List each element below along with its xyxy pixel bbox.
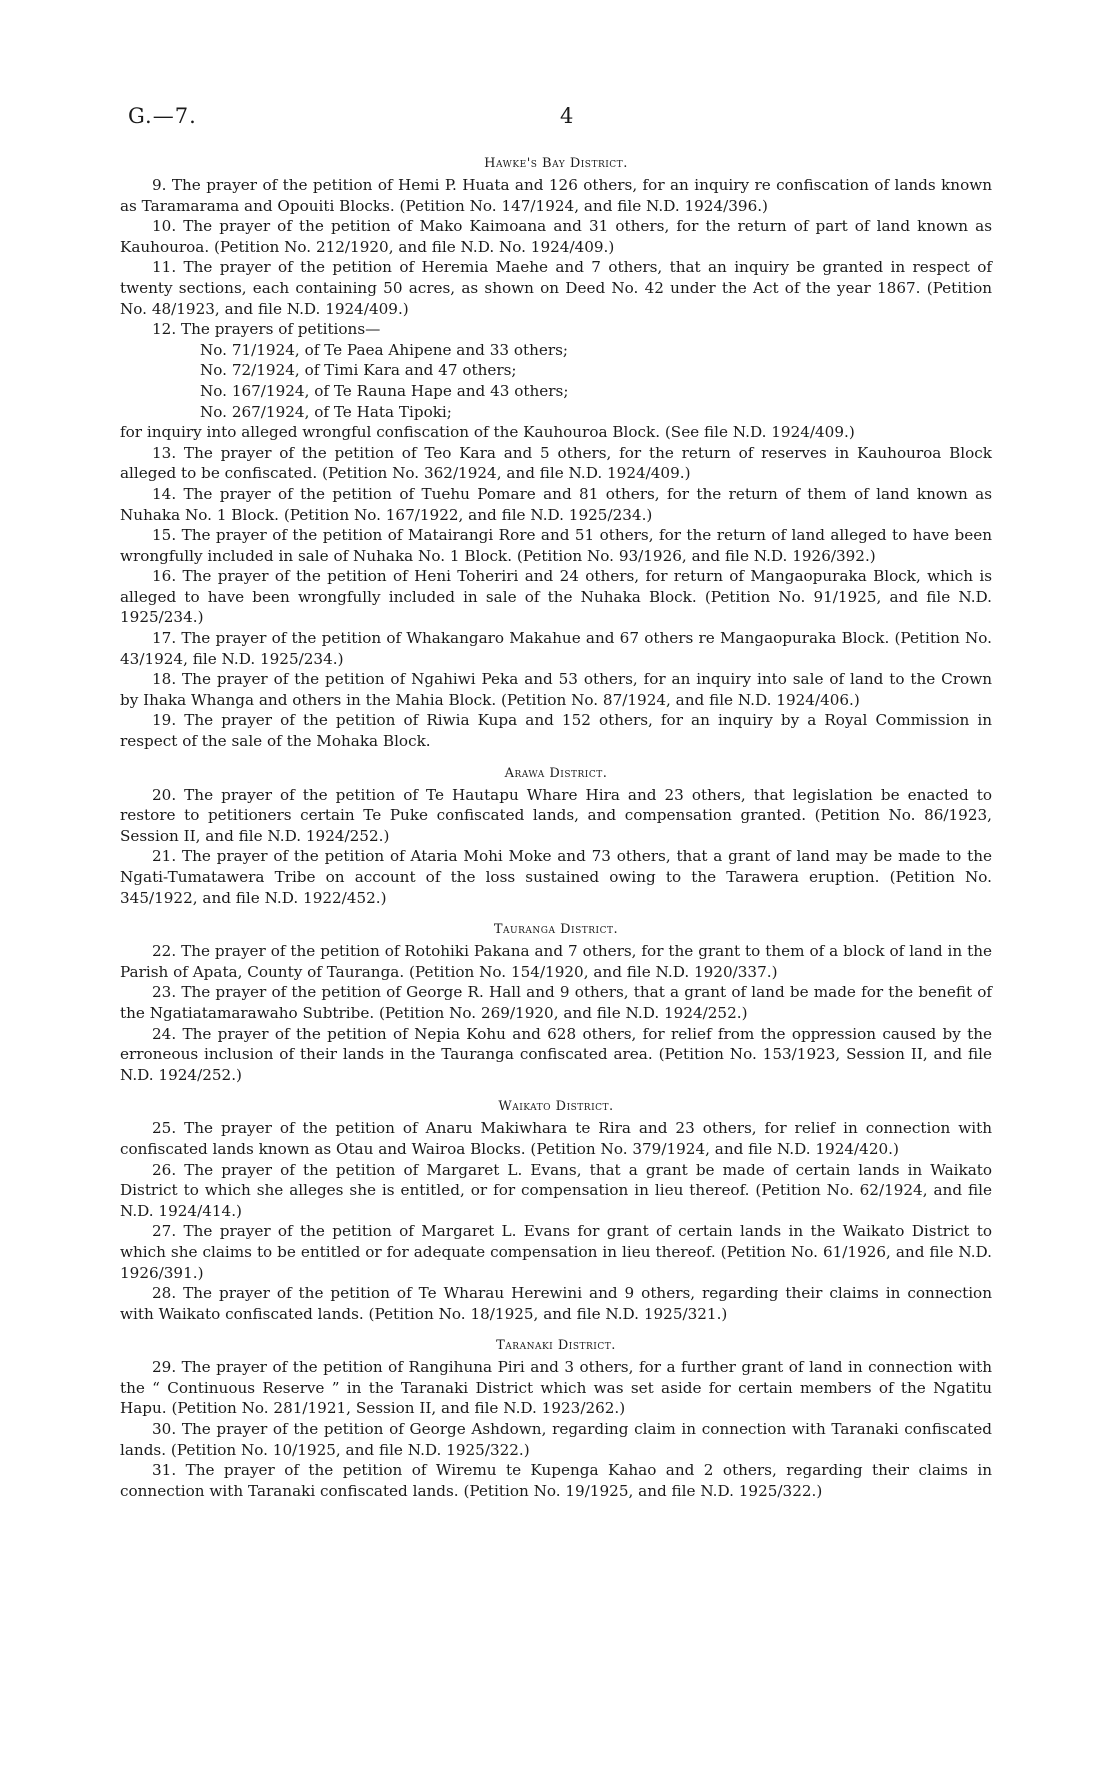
list-item: No. 72/1924, of Timi Kara and 47 others; <box>200 361 517 380</box>
list-item: No. 71/1924, of Te Paea Ahipene and 33 others; <box>200 340 569 359</box>
petition-18: 18. The prayer of the petition of Ngahiwi Peka and 53 others, for an inquiry into sale of land to the Crown by Ihaka Whanga and others in the Mahia Block. (Petition No. 87/1924, and file N.D. 1924/406.) <box>120 670 992 709</box>
list-item: No. 167/1924, of Te Rauna Hape and 43 others; <box>200 381 569 400</box>
petition-22: 22. The prayer of the petition of Rotohiki Pakana and 7 others, for the grant to them of a block of land in the Parish of Apata, County of Tauranga. (Petition No. 154/1920, and file N.D. 1920/337.) <box>120 942 992 981</box>
list-item: No. 267/1924, of Te Hata Tipoki; <box>200 402 452 421</box>
petition-23: 23. The prayer of the petition of George R. Hall and 9 others, that a grant of land be made for the benefit of the Ngatiatamarawaho Subtribe. (Petition No. 269/1920, and file N.D. 1924/252.) <box>120 983 992 1022</box>
petition-9: 9. The prayer of the petition of Hemi P. Huata and 126 others, for an inquiry re confiscation of lands known as Taramarama and Opouiti Blocks. (Petition No. 147/1924, and file N.D. 1924/396.) <box>120 176 992 215</box>
petition-28: 28. The prayer of the petition of Te Wharau Herewini and 9 others, regarding their claims in connection with Waikato confiscated lands. (Petition No. 18/1925, and file N.D. 1925/321.) <box>120 1284 992 1323</box>
section-arawa <box>120 766 992 909</box>
section-hawkes-bay <box>120 156 992 752</box>
petition-29: 29. The prayer of the petition of Rangihuna Piri and 3 others, for a further grant of land in connection with the “ Continuous Reserve ” in the Taranaki District which was set aside for certain members of the Ngatitu Hapu. (Petition No. 281/1921, Session II, and file N.D. 1923/262.) <box>120 1358 992 1418</box>
petition-13: 13. The prayer of the petition of Teo Kara and 5 others, for the return of reserves in Kauhouroa Block alleged to be confiscated. (Petition No. 362/1924, and file N.D. 1924/409.) <box>120 443 992 483</box>
petition-26: 26. The prayer of the petition of Margaret L. Evans, that a grant be made of certain lands in Waikato District to which she alleges she is entitled, or for compensation in lieu thereof. (Petition No. 62/1924, and file N.D. 1924/414.) <box>120 1160 992 1220</box>
section-title: Taranaki District. <box>496 1338 616 1354</box>
document-reference: G.—7. <box>128 104 197 128</box>
section-title: Arawa District. <box>504 765 608 781</box>
petition-24: 24. The prayer of the petition of Nepia Kohu and 628 others, for relief from the oppression caused by the erroneous inclusion of their lands in the Tauranga confiscated area. (Petition No. 153/1923, Session II, and file N.D. 1924/252.) <box>120 1024 992 1084</box>
petition-25: 25. The prayer of the petition of Anaru Makiwhara te Rira and 23 others, for relief in connection with confiscated lands known as Otau and Wairoa Blocks. (Petition No. 379/1924, and file N.D. 1924/420.) <box>120 1119 992 1158</box>
document-page <box>120 100 992 1501</box>
section-title: Tauranga District. <box>493 922 619 938</box>
petition-30: 30. The prayer of the petition of George Ashdown, regarding claim in connection with Taranaki confiscated lands. (Petition No. 10/1925, and file N.D. 1925/322.) <box>120 1420 992 1459</box>
section-waikato <box>120 1099 992 1324</box>
petition-15: 15. The prayer of the petition of Matairangi Rore and 51 others, for the return of land alleged to have been wrongfully included in sale of Nuhaka No. 1 Block. (Petition No. 93/1926, and file N.D. 1926/392.) <box>120 526 992 565</box>
page-header <box>120 100 992 140</box>
section-tauranga <box>120 922 992 1085</box>
petition-19: 19. The prayer of the petition of Riwia Kupa and 152 others, for an inquiry by a Royal Commission in respect of the sale of the Mohaka Block. <box>120 711 992 751</box>
page-number: 4 <box>560 104 574 128</box>
section-taranaki <box>120 1338 992 1501</box>
petition-10: 10. The prayer of the petition of Mako Kaimoana and 31 others, for the return of part of land known as Kauhouroa. (Petition No. 212/1920, and file N.D. No. 1924/409.) <box>120 217 992 256</box>
petition-14: 14. The prayer of the petition of Tuehu Pomare and 81 others, for the return of them of land known as Nuhaka No. 1 Block. (Petition No. 167/1922, and file N.D. 1925/234.) <box>120 484 992 524</box>
petition-12-tail: for inquiry into alleged wrongful confiscation of the Kauhouroa Block. (See file N.D. 1924/409.) <box>120 423 855 442</box>
petition-11: 11. The prayer of the petition of Heremia Maehe and 7 others, that an inquiry be granted in respect of twenty sections, each containing 50 acres, as shown on Deed No. 42 under the Act of the year 1867. (Petition No. 48/1923, and file N.D. 1924/409.) <box>120 258 992 318</box>
petition-12-list <box>120 340 992 422</box>
petition-12: 12. The prayers of petitions— <box>152 320 381 339</box>
petition-27: 27. The prayer of the petition of Margaret L. Evans for grant of certain lands in the Waikato District to which she claims to be entitled or for adequate compensation in lieu thereof. (Petition No. 61/1926, and file N.D. 1926/391.) <box>120 1222 992 1282</box>
petition-20: 20. The prayer of the petition of Te Hautapu Whare Hira and 23 others, that legislation be enacted to restore to petitioners certain Te Puke confiscated lands, and compensation granted. (Petition No. 86/1923, Session II, and file N.D. 1924/252.) <box>120 785 992 845</box>
section-title: Hawke's Bay District. <box>484 156 628 171</box>
section-title: Waikato District. <box>498 1099 614 1115</box>
petition-31: 31. The prayer of the petition of Wiremu te Kupenga Kahao and 2 others, regarding their claims in connection with Taranaki confiscated lands. (Petition No. 19/1925, and file N.D. 1925/322.) <box>120 1461 992 1500</box>
petition-16: 16. The prayer of the petition of Heni Toheriri and 24 others, for return of Mangaopuraka Block, which is alleged to have been wrongfully included in sale of the Nuhaka Block. (Petition No. 91/1925, and file N.D. 1925/234.) <box>120 567 992 627</box>
petition-17: 17. The prayer of the petition of Whakangaro Makahue and 67 others re Mangaopuraka Block. (Petition No. 43/1924, file N.D. 1925/234.) <box>120 629 992 668</box>
petition-21: 21. The prayer of the petition of Ataria Mohi Moke and 73 others, that a grant of land may be made to the Ngati-Tumatawera Tribe on account of the loss sustained owing to the Tarawera eruption. (Petition No. 345/1922, and file N.D. 1922/452.) <box>120 847 992 907</box>
